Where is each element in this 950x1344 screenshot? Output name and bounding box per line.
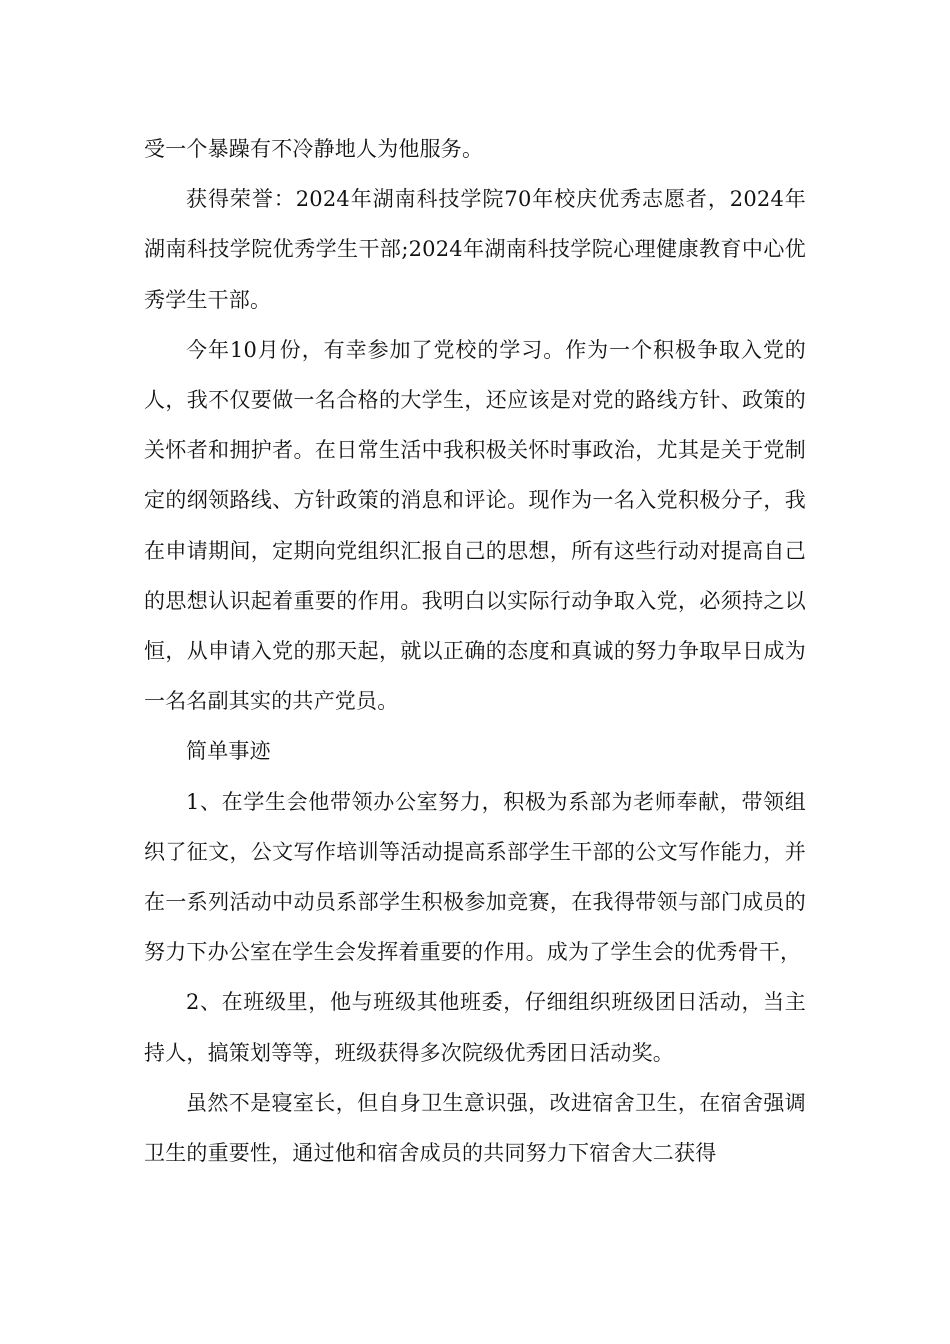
paragraph-dorm-hygiene: 虽然不是寝室长，但自身卫生意识强，改进宿舍卫生，在宿舍强调卫生的重要性，通过他和宿舍成员的共同努力下宿舍大二获得	[144, 1090, 806, 1166]
section-heading-simple-deeds: 简单事迹	[186, 739, 271, 764]
paragraph-class-activities: 2、在班级里，他与班级其他班委，仔细组织班级团日活动，当主持人，搞策划等等，班级获得多次院级优秀团日活动奖。	[144, 990, 806, 1065]
paragraph-party-study: 今年10月份，有幸参加了党校的学习。作为一个积极争取入党的人，我不仅要做一名合格的大学生，还应该是对党的路线方针、政策的关怀者和拥护者。在日常生活中我积极关怀时事政治，尤其是关于党制定的纲领路线、方针政策的消息和评论。现作为一名入党积极分子，我在申请期间，定期向党组织汇报自己的思想，所有这些行动对提高自己的思想认识起着重要的作用。我明白以实际行动争取入党，必须持之以恒，从申请入党的那天起，就以正确的态度和真诚的努力争取早日成为一名名副其实的共产党员。	[144, 337, 806, 714]
paragraph-honors: 获得荣誉：2024年湖南科技学院70年校庆优秀志愿者，2024年湖南科技学院优秀学生干部;2024年湖南科技学院心理健康教育中心优秀学生干部。	[144, 187, 806, 312]
paragraph-student-union: 1、在学生会他带领办公室努力，积极为系部为老师奉献，带领组织了征文，公文写作培训等活动提高系部学生干部的公文写作能力，并在一系列活动中动员系部学生积极参加竞赛，在我得带领与部门成员的努力下办公室在学生会发挥着重要的作用。成为了学生会的优秀骨干，	[144, 789, 806, 965]
paragraph-continuation: 受一个暴躁有不冷静地人为他服务。	[144, 137, 484, 161]
